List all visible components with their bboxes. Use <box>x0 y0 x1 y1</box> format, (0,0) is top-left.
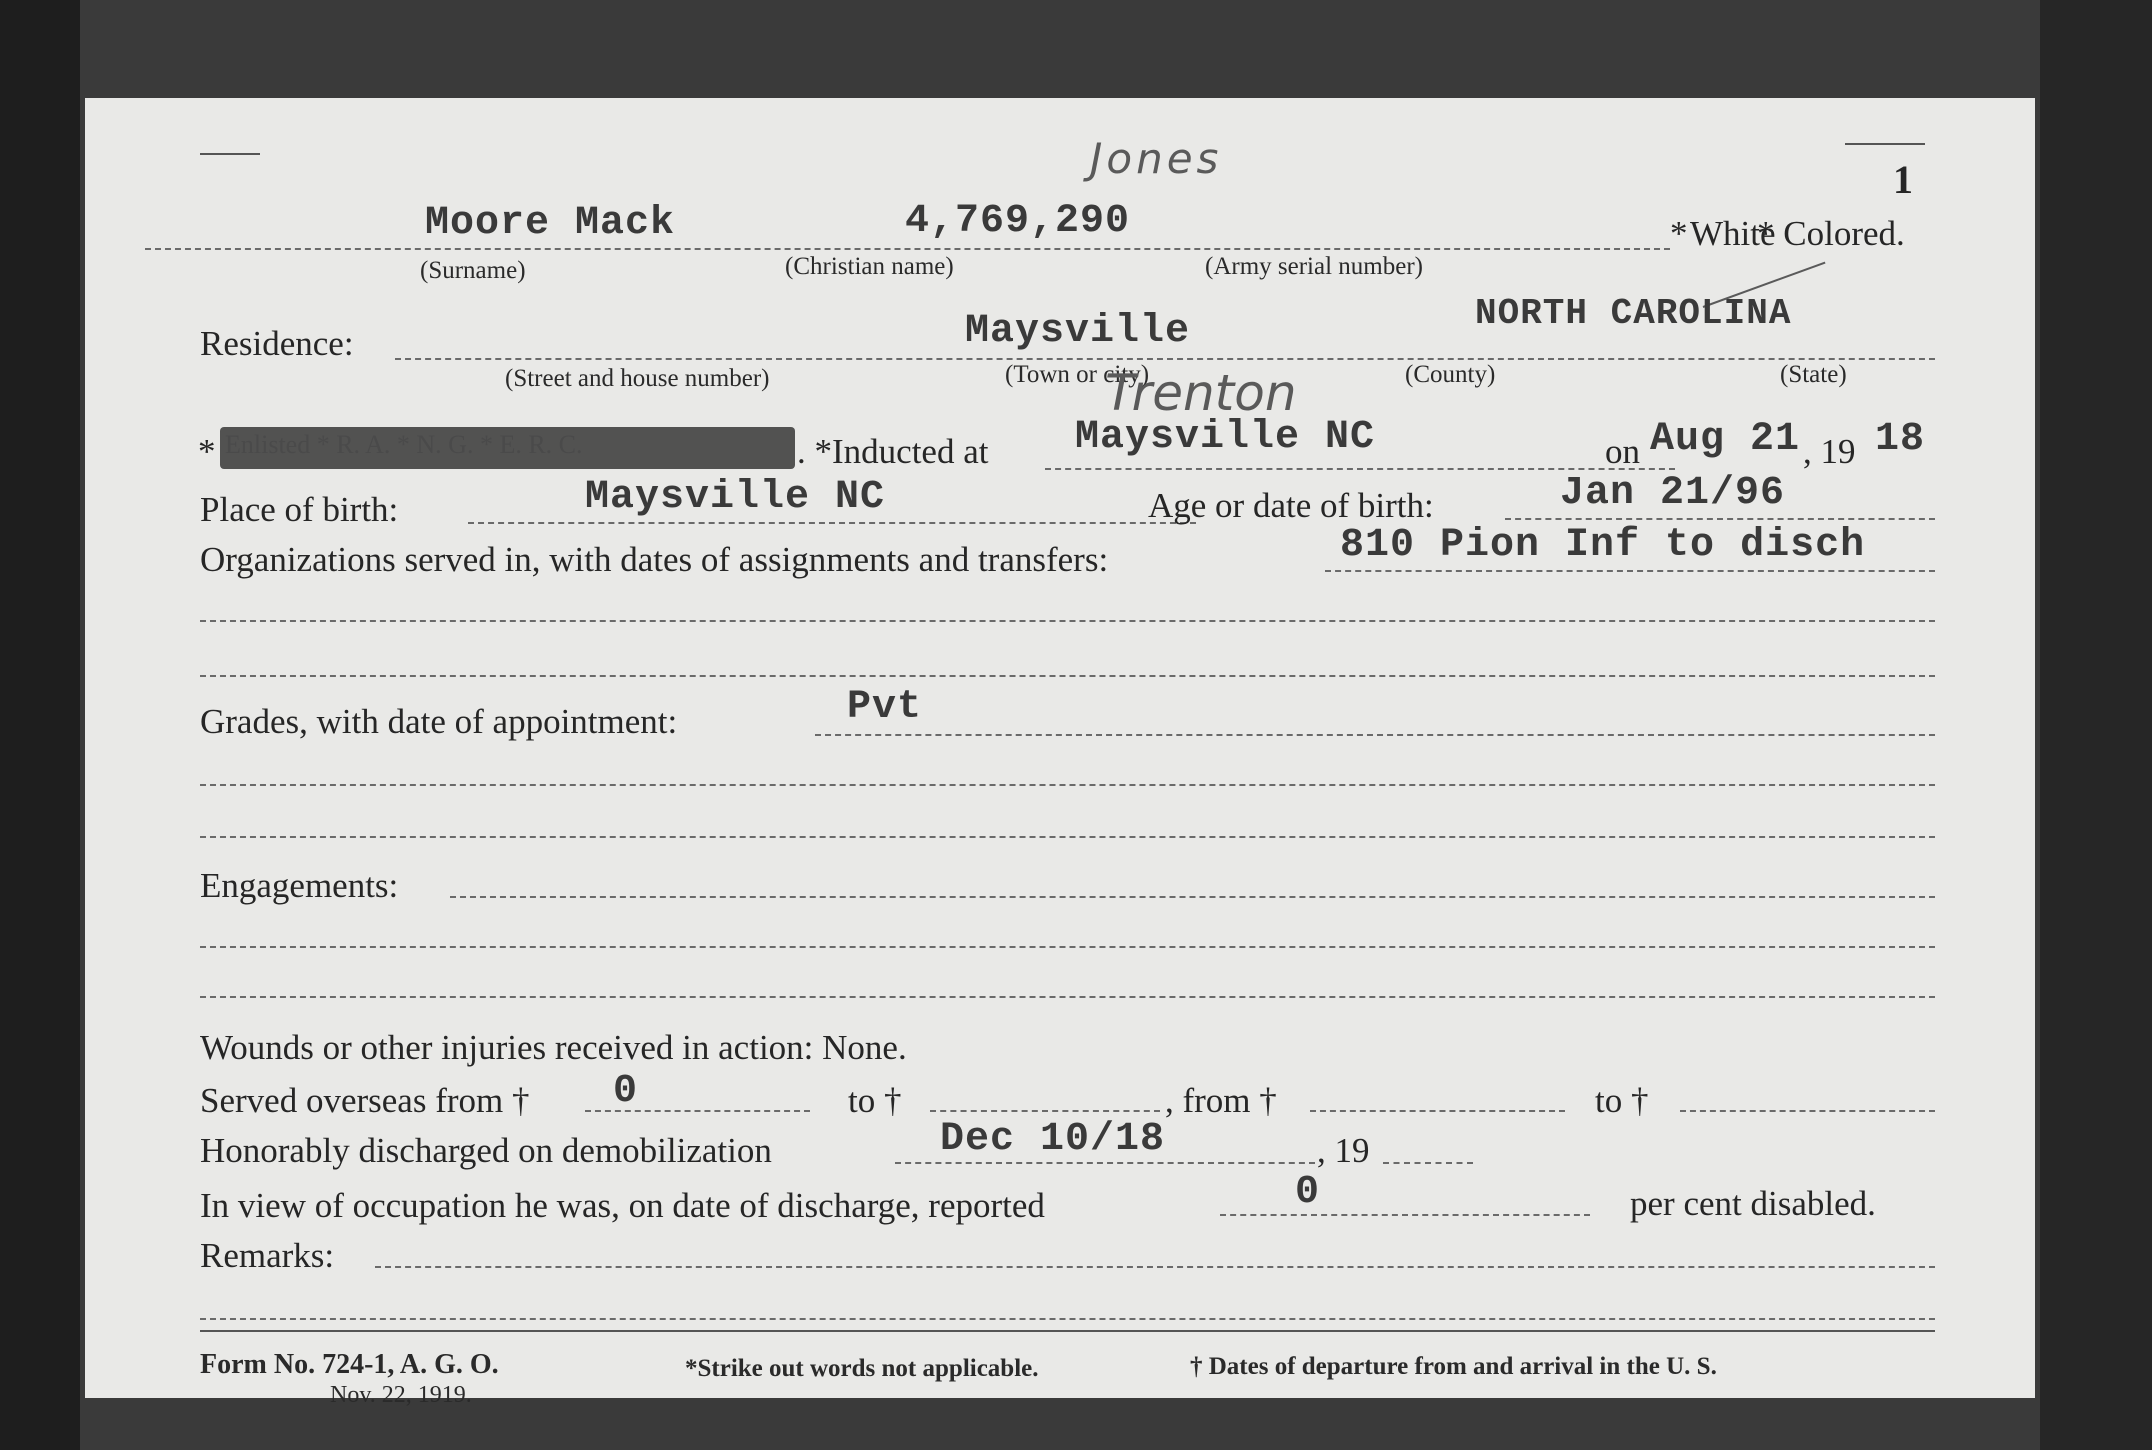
surname-value: Moore <box>425 201 551 246</box>
grades-label: Grades, with date of appointment: <box>200 702 678 741</box>
disability-line <box>1220 1214 1590 1216</box>
christian-name-value: Mack <box>575 201 676 246</box>
overseas-from-line <box>585 1110 810 1112</box>
inducted-at-value: Maysville NC <box>1075 415 1376 460</box>
birth-place-line <box>468 522 1196 524</box>
grades-line-3 <box>200 836 1935 838</box>
organization-line-2 <box>200 620 1935 622</box>
discharged-date-value: Dec 10/18 <box>940 1117 1166 1162</box>
discharged-year-line <box>1383 1162 1473 1164</box>
engagements-line-2 <box>200 946 1935 948</box>
age-label: Age or date of birth: <box>1148 486 1434 525</box>
inducted-line <box>1045 468 1675 470</box>
overseas-from-line-2 <box>1310 1110 1565 1112</box>
inducted-year-prefix: , 19 <box>1803 432 1856 471</box>
inducted-label: . *Inducted at <box>797 432 989 471</box>
card-number: 1 <box>1893 157 1913 202</box>
wounds-label: Wounds or other injuries received in action: None. <box>200 1028 907 1067</box>
top-left-rule <box>200 153 260 155</box>
engagements-line-3 <box>200 996 1935 998</box>
discharged-line <box>895 1162 1315 1164</box>
discharged-year-label: , 19 <box>1317 1131 1370 1170</box>
serial-caption: (Army serial number) <box>1205 253 1423 280</box>
organization-value: 810 Pion Inf to disch <box>1340 523 1866 568</box>
street-caption: (Street and house number) <box>505 365 770 392</box>
discharged-label: Honorably discharged on demobilization <box>200 1131 772 1170</box>
remarks-label: Remarks: <box>200 1236 335 1275</box>
remarks-line-2 <box>200 1318 1935 1320</box>
residence-label: Residence: <box>200 324 354 363</box>
organization-line-3 <box>200 675 1935 677</box>
race-asterisk: * <box>1670 214 1688 253</box>
overseas-to-line-2 <box>1680 1110 1935 1112</box>
race-white-option: White <box>1690 214 1776 253</box>
scan-border-right <box>2040 0 2152 1450</box>
enlisted-asterisk: * <box>198 432 216 471</box>
christian-name-caption: (Christian name) <box>785 253 954 280</box>
overseas-from-value: 0 <box>613 1069 639 1114</box>
inducted-on-label: on <box>1605 432 1640 471</box>
overseas-to-label-2: to † <box>1595 1081 1649 1120</box>
race-colored-option: * Colored. <box>1757 214 1905 253</box>
enlisted-options-redaction <box>220 427 795 469</box>
residence-line <box>395 358 1935 360</box>
surname-caption: (Surname) <box>420 257 526 284</box>
handwritten-town-note: Trenton <box>1105 364 1297 422</box>
residence-state-value: NORTH CAROLINA <box>1475 293 1792 334</box>
organizations-label: Organizations served in, with dates of assignments and transfers: <box>200 540 1109 579</box>
service-record-card <box>85 98 2035 1408</box>
residence-town-value: Maysville <box>965 309 1191 354</box>
engagements-label: Engagements: <box>200 866 399 905</box>
disability-value: 0 <box>1295 1170 1321 1215</box>
remarks-line <box>375 1266 1935 1268</box>
form-date: Nov. 22, 1919. <box>330 1382 472 1408</box>
birth-place-value: Maysville NC <box>585 475 886 520</box>
form-number: Form No. 724-1, A. G. O. <box>200 1349 499 1380</box>
inducted-date-value: Aug 21 <box>1650 417 1801 462</box>
birth-place-label: Place of birth: <box>200 490 399 529</box>
top-right-rule <box>1845 143 1925 145</box>
organization-line <box>1325 570 1935 572</box>
footnote-strike-out: *Strike out words not applicable. <box>685 1355 1039 1382</box>
engagements-line <box>450 896 1935 898</box>
overseas-from-label-2: , from † <box>1165 1081 1277 1120</box>
town-caption: (Town or city) <box>1005 361 1150 388</box>
scan-border-left <box>0 0 80 1450</box>
grades-line-2 <box>200 784 1935 786</box>
birth-date-value: Jan 21/96 <box>1560 471 1786 516</box>
inducted-year-value: 18 <box>1875 417 1926 462</box>
name-line <box>145 248 1670 250</box>
county-caption: (County) <box>1405 361 1496 388</box>
birth-date-line <box>1505 518 1935 520</box>
disability-suffix: per cent disabled. <box>1630 1184 1876 1223</box>
grades-line <box>815 734 1935 736</box>
footer-rule <box>200 1330 1935 1332</box>
state-caption: (State) <box>1780 361 1847 388</box>
handwritten-county-note: Jones <box>1090 134 1223 183</box>
grade-value: Pvt <box>847 685 923 730</box>
serial-number-value: 4,769,290 <box>905 199 1131 244</box>
footnote-dates: † Dates of departure from and arrival in the U. S. <box>1190 1353 1717 1380</box>
disability-label: In view of occupation he was, on date of discharge, reported <box>200 1186 1045 1225</box>
overseas-to-line-1 <box>930 1110 1160 1112</box>
overseas-to-label-1: to † <box>848 1081 902 1120</box>
overseas-from-label: Served overseas from † <box>200 1081 530 1120</box>
